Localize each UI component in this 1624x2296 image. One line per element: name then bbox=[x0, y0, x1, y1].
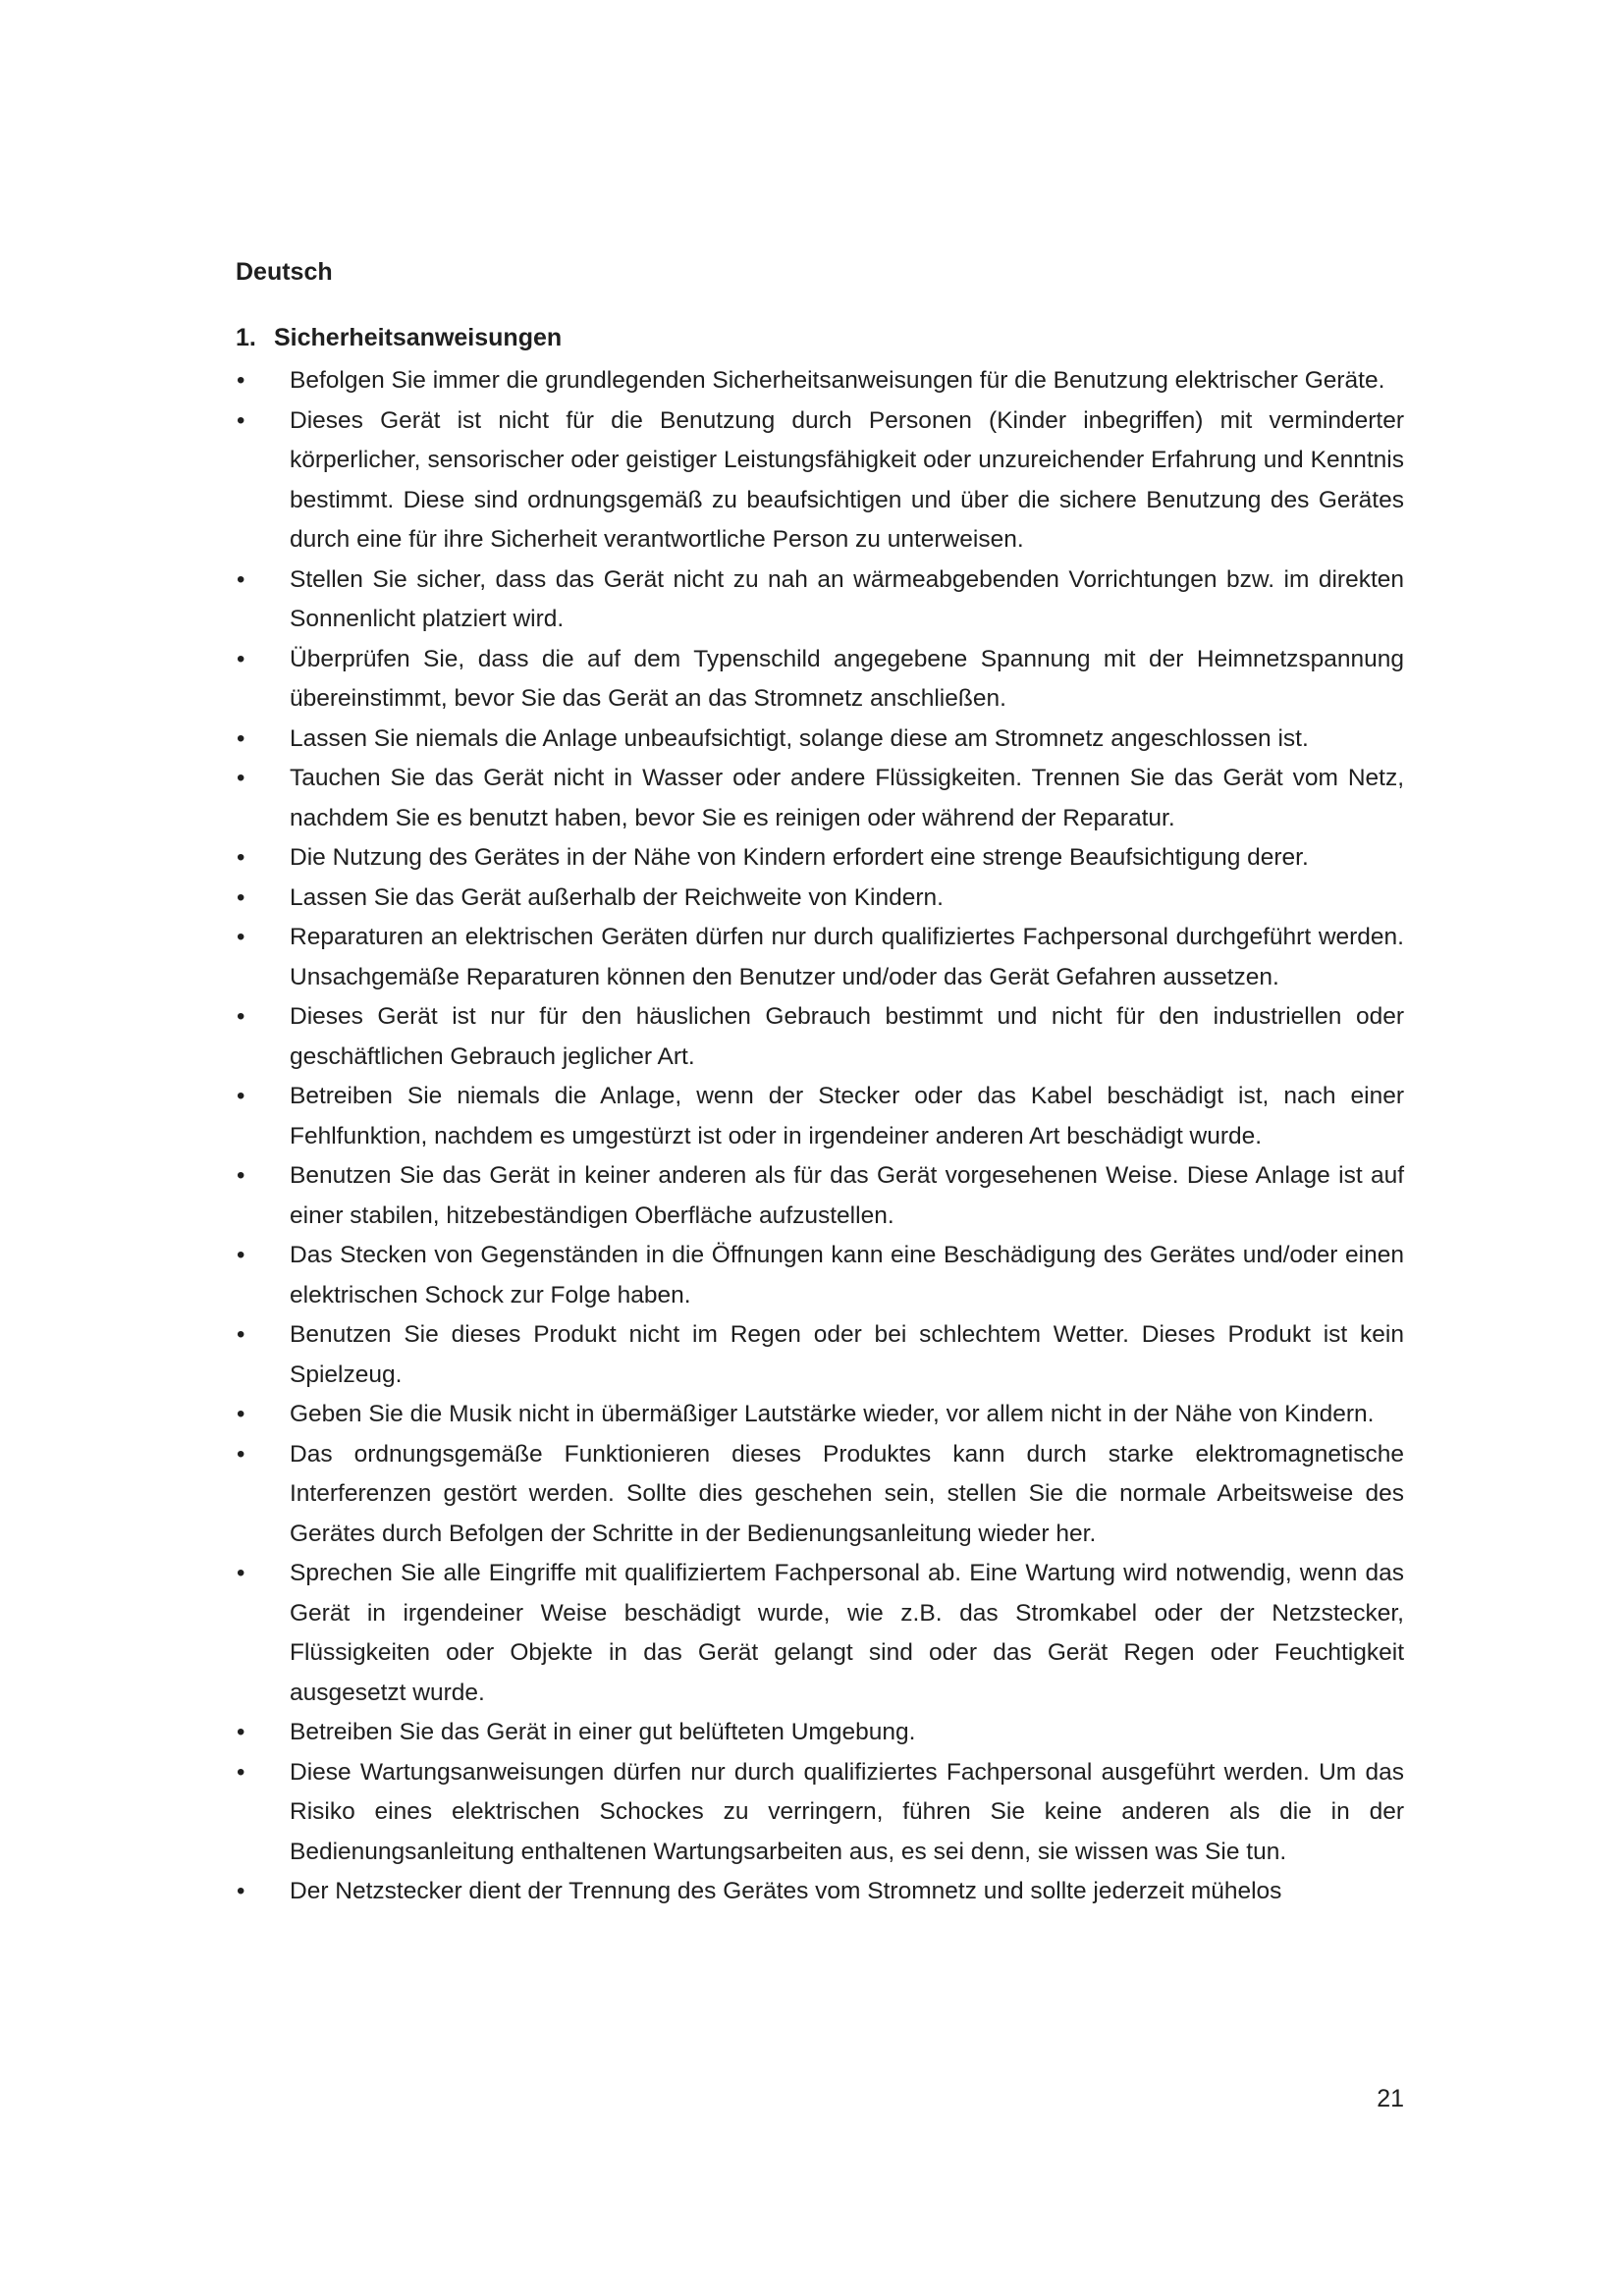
bullet-dot: • bbox=[237, 1758, 245, 1786]
bullet-dot: • bbox=[237, 1242, 245, 1268]
section-title: Sicherheitsanweisungen bbox=[274, 324, 563, 351]
list-item-text: Die Nutzung des Gerätes in der Nähe von Kindern erfordert eine strenge Beaufsichtigung derer. bbox=[290, 844, 1309, 871]
list-item bbox=[236, 561, 1404, 640]
list-item-text: Stellen Sie sicher, dass das Gerät nicht zu nah an wärmeabgebenden Vorrichtungen bzw. im direkten Sonnenlicht platziert wird. bbox=[290, 565, 1404, 632]
bullet-dot: • bbox=[237, 367, 245, 394]
list-item-text: Diese Wartungsanweisungen dürfen nur durch qualifiziertes Fachpersonal ausgeführt werden. Um das Risiko eines elektrischen Schockes zu verringern, führen Sie keine anderen als die in der Bedienungsanleitung enthaltenen Wartungsarbeiten aus, es sei denn, sie wissen was Sie tun. bbox=[290, 1758, 1404, 1865]
bullet-dot: • bbox=[237, 1440, 245, 1468]
list-item bbox=[236, 401, 1404, 561]
bullet-dot: • bbox=[237, 1719, 245, 1745]
list-item-text: Benutzen Sie das Gerät in keiner anderen als für das Gerät vorgesehenen Weise. Diese Anlage ist auf einer stabilen, hitzebeständigen Oberfläche aufzustellen. bbox=[290, 1162, 1404, 1229]
bullet-dot: • bbox=[237, 765, 245, 791]
list-item bbox=[236, 1077, 1404, 1156]
bullet-dot: • bbox=[237, 406, 245, 434]
list-item-text: Dieses Gerät ist nur für den häuslichen Gebrauch bestimmt und nicht für den industriellen oder geschäftlichen Gebrauch jeglicher Art. bbox=[290, 1003, 1404, 1070]
bullet-dot: • bbox=[237, 883, 245, 911]
bullet-dot: • bbox=[237, 1003, 245, 1030]
bullet-dot: • bbox=[237, 1162, 245, 1189]
list-item bbox=[236, 997, 1404, 1077]
list-item-text: Befolgen Sie immer die grundlegenden Sicherheitsanweisungen für die Benutzung elektrischer Geräte. bbox=[290, 367, 1385, 394]
list-item-text: Überprüfen Sie, dass die auf dem Typenschild angegebene Spannung mit der Heimnetzspannung übereinstimmt, bevor Sie das Gerät an das Stromnetz anschließen. bbox=[290, 645, 1404, 712]
bullet-dot: • bbox=[237, 1560, 245, 1586]
list-item-text: Das ordnungsgemäße Funktionieren dieses Produktes kann durch starke elektromagnetische Interferenzen gestört werden. Sollte dies geschehen sein, stellen Sie die normale Arbeitsweise des Gerätes durch Befolgen der Schritte in der Bedienungsanleitung wieder her. bbox=[290, 1440, 1404, 1547]
safety-instructions-list bbox=[236, 361, 1404, 1912]
list-item bbox=[236, 879, 1404, 919]
bullet-dot: • bbox=[237, 1878, 245, 1904]
bullet-dot: • bbox=[237, 1401, 245, 1427]
list-item-text: Das Stecken von Gegenständen in die Öffnungen kann eine Beschädigung des Gerätes und/oder einen elektrischen Schock zur Folge haben. bbox=[290, 1242, 1404, 1308]
section-number: 1. bbox=[236, 324, 256, 351]
page-number: 21 bbox=[1377, 2085, 1404, 2112]
list-item bbox=[236, 640, 1404, 720]
bullet-dot: • bbox=[237, 1321, 245, 1348]
list-item bbox=[236, 1435, 1404, 1555]
bullet-dot: • bbox=[237, 565, 245, 593]
list-item bbox=[236, 759, 1404, 838]
bullet-dot: • bbox=[237, 844, 245, 871]
language-heading: Deutsch bbox=[236, 258, 333, 286]
list-item-text: Lassen Sie niemals die Anlage unbeaufsichtigt, solange diese am Stromnetz angeschlossen ist. bbox=[290, 724, 1309, 752]
list-item bbox=[236, 1872, 1404, 1912]
list-item bbox=[236, 720, 1404, 760]
list-item bbox=[236, 1315, 1404, 1395]
list-item-text: Der Netzstecker dient der Trennung des Gerätes vom Stromnetz und sollte jederzeit mühelos bbox=[290, 1878, 1282, 1904]
list-item-text: Geben Sie die Musik nicht in übermäßiger Lautstärke wieder, vor allem nicht in der Nähe von Kindern. bbox=[290, 1401, 1375, 1427]
section-heading bbox=[236, 323, 562, 352]
list-item-text: Sprechen Sie alle Eingriffe mit qualifiziertem Fachpersonal ab. Eine Wartung wird notwendig, wenn das Gerät in irgendeiner Weise beschädigt wurde, wie z.B. das Stromkabel oder der Netzstecker, Flüssigkeiten oder Objekte in das Gerät gelangt sind oder das Gerät Regen oder Feuchtigkeit ausgesetzt wurde. bbox=[290, 1560, 1404, 1706]
list-item bbox=[236, 918, 1404, 997]
list-item-text: Lassen Sie das Gerät außerhalb der Reichweite von Kindern. bbox=[290, 883, 944, 911]
list-item bbox=[236, 838, 1404, 879]
list-item bbox=[236, 361, 1404, 401]
list-item-text: Reparaturen an elektrischen Geräten dürfen nur durch qualifiziertes Fachpersonal durchgeführt werden. Unsachgemäße Reparaturen können den Benutzer und/oder das Gerät Gefahren aussetzen. bbox=[290, 924, 1404, 990]
bullet-dot: • bbox=[237, 1083, 245, 1109]
list-item-text: Tauchen Sie das Gerät nicht in Wasser oder andere Flüssigkeiten. Trennen Sie das Gerät vom Netz, nachdem Sie es benutzt haben, bevor Sie es reinigen oder während der Reparatur. bbox=[290, 765, 1404, 831]
list-item-text: Betreiben Sie niemals die Anlage, wenn der Stecker oder das Kabel beschädigt ist, nach einer Fehlfunktion, nachdem es umgestürzt ist oder in irgendeiner anderen Art beschädigt wurde. bbox=[290, 1083, 1404, 1149]
list-item bbox=[236, 1236, 1404, 1315]
bullet-dot: • bbox=[237, 645, 245, 672]
list-item bbox=[236, 1713, 1404, 1753]
list-item bbox=[236, 1753, 1404, 1873]
list-item-text: Benutzen Sie dieses Produkt nicht im Regen oder bei schlechtem Wetter. Dieses Produkt ist kein Spielzeug. bbox=[290, 1321, 1404, 1388]
bullet-dot: • bbox=[237, 924, 245, 950]
list-item bbox=[236, 1395, 1404, 1435]
list-item bbox=[236, 1156, 1404, 1236]
bullet-dot: • bbox=[237, 724, 245, 752]
list-item bbox=[236, 1554, 1404, 1713]
list-item-text: Betreiben Sie das Gerät in einer gut belüfteten Umgebung. bbox=[290, 1719, 916, 1745]
list-item-text: Dieses Gerät ist nicht für die Benutzung durch Personen (Kinder inbegriffen) mit verminderter körperlicher, sensorischer oder geistiger Leistungsfähigkeit oder unzureichender Erfahrung und Kenntnis bestimmt. Diese sind ordnungsgemäß zu beaufsichtigen und über die sichere Benutzung des Gerätes durch eine für ihre Sicherheit verantwortliche Person zu unterweisen. bbox=[290, 406, 1404, 553]
